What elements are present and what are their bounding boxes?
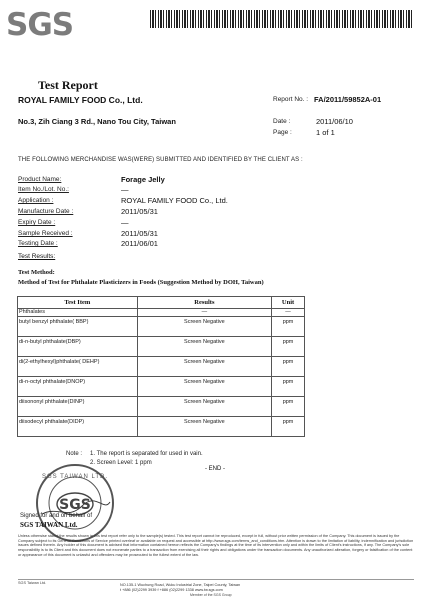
report-no-label: Report No. : — [273, 96, 309, 103]
test-result: Screen Negative — [137, 317, 271, 337]
client-address: No.3, Zih Ciang 3 Rd., Nano Tou City, Taiwan — [18, 117, 176, 126]
results-table — [17, 296, 305, 437]
test-unit: ppm — [272, 317, 305, 337]
footer-company: SGS Taiwan Ltd. — [18, 581, 47, 585]
test-unit: ppm — [272, 337, 305, 357]
test-item: di(2-ethylhexyl)phthalate( DEHP) — [18, 357, 138, 377]
footer-rule — [18, 579, 414, 580]
test-item: di-n-octyl phthalate(DNOP) — [18, 377, 138, 397]
field-value: 2011/05/31 — [121, 207, 158, 216]
test-unit: ppm — [272, 377, 305, 397]
field-label: Expiry Date : — [18, 219, 56, 226]
note-label: Note : — [66, 451, 83, 457]
barcode — [150, 10, 414, 28]
test-unit: ppm — [272, 397, 305, 417]
test-result: Screen Negative — [137, 397, 271, 417]
svg-text:SGS TAIWAN LTD.: SGS TAIWAN LTD. — [41, 474, 109, 480]
test-result: Screen Negative — [137, 417, 271, 437]
test-result: Screen Negative — [137, 337, 271, 357]
table-row — [18, 337, 305, 357]
test-results-label: Test Results: — [18, 253, 56, 260]
stamp-seal-icon — [34, 462, 116, 544]
official-stamp — [34, 462, 116, 544]
field-value: 2011/05/31 — [121, 229, 158, 238]
client-name: ROYAL FAMILY FOOD Co., Ltd. — [18, 95, 143, 105]
field-label: Sample Received : — [18, 230, 73, 237]
document-title: Test Report — [38, 78, 98, 92]
disclaimer-text: Unless otherwise stated the results shown in this test report refer only to the sample(s) tested. This test report cannot be reproduced, except in full, without prior written permission of the Company. This document is issued by the Company subject to its General Conditions of Service printed overleaf or available on request and accessible at http://www.sgs.com/terms_and_conditions.htm. Attention is drawn to the limitation of liability, indemnification and jurisdiction issues defined therein. Any holder of this document is advised that information contained hereon reflects the Company's findings at the time of its intervention only and within the limits of Client's instructions, if any. The Company's sole responsibility is to its Client and this document does not exonerate parties to a transaction from exercising all their rights and obligations under the transaction documents. Any unauthorized alteration, forgery or falsification of the content or appearance of this document is unlawful and offenders may be prosecuted to the fullest extent of the law. — [18, 534, 414, 557]
test-method-text: Method of Test for Phthalate Plasticizers in Foods (Suggestion Method by DOH, Taiwan) — [18, 279, 264, 286]
field-label: Item No./Lot. No.: — [18, 186, 69, 193]
field-value: ROYAL FAMILY FOOD Co., Ltd. — [121, 196, 228, 205]
page-label: Page : — [273, 129, 292, 136]
report-no-value: FA/2011/59852A-01 — [314, 95, 382, 104]
test-item: diisodecyl phthalate(DIDP) — [18, 417, 138, 437]
field-value: Forage Jelly — [121, 175, 165, 184]
test-result: Screen Negative — [137, 377, 271, 397]
sgs-logo — [6, 6, 74, 44]
field-value: — — [121, 185, 129, 194]
note-item: 2. Screen Level: 1 ppm — [90, 460, 152, 466]
svg-text:SGS: SGS — [59, 497, 91, 513]
footer-member: Member of the SGS Group — [190, 593, 232, 597]
note-item: 1. The report is separated for used in vain. — [90, 451, 203, 457]
footer-address: NO.135-1 Wuchung Road, Wuku Industrial Zone, Taipei County, Taiwan — [120, 583, 241, 587]
section-unit: — — [272, 309, 305, 317]
test-unit: ppm — [272, 357, 305, 377]
column-header: Test Item — [18, 297, 138, 309]
date-value: 2011/06/10 — [316, 117, 353, 126]
table-row — [18, 357, 305, 377]
test-result: Screen Negative — [137, 357, 271, 377]
table-row — [18, 417, 305, 437]
test-item: di-n-butyl phthalate(DBP) — [18, 337, 138, 357]
section-item: Phthalates — [18, 309, 138, 317]
table-row — [18, 397, 305, 417]
table-row — [18, 377, 305, 397]
footer-contact: t +886 (02)2299 3939 f +886 (02)2299 1338 www.tw.sgs.com — [120, 588, 223, 592]
table-section-row — [18, 309, 305, 317]
test-item: diisononyl phthalate(DINP) — [18, 397, 138, 417]
table-row — [18, 317, 305, 337]
column-header: Results — [137, 297, 271, 309]
page-value: 1 of 1 — [316, 128, 335, 137]
column-header: Unit — [272, 297, 305, 309]
sgs-logo-text: SGS — [6, 7, 74, 43]
field-label: Testing Date : — [18, 240, 58, 247]
field-value: — — [121, 218, 129, 227]
section-result: — — [137, 309, 271, 317]
test-item: butyl benzyl phthalate( BBP) — [18, 317, 138, 337]
date-label: Date : — [273, 118, 291, 125]
signed-for-label: Signed for and on behalf of — [20, 513, 93, 519]
signatory-company: SGS TAIWAN Ltd. — [20, 521, 78, 529]
end-marker: - END - — [205, 466, 225, 472]
test-unit: ppm — [272, 417, 305, 437]
field-label: Product Name: — [18, 176, 62, 183]
intro-statement: THE FOLLOWING MERCHANDISE WAS(WERE) SUBMITTED AND IDENTIFIED BY THE CLIENT AS : — [18, 157, 303, 163]
field-label: Application : — [18, 197, 54, 204]
field-label: Manufacture Date : — [18, 208, 74, 215]
field-value: 2011/06/01 — [121, 239, 158, 248]
test-method-title: Test Method: — [18, 269, 55, 276]
table-header-row — [18, 297, 305, 309]
